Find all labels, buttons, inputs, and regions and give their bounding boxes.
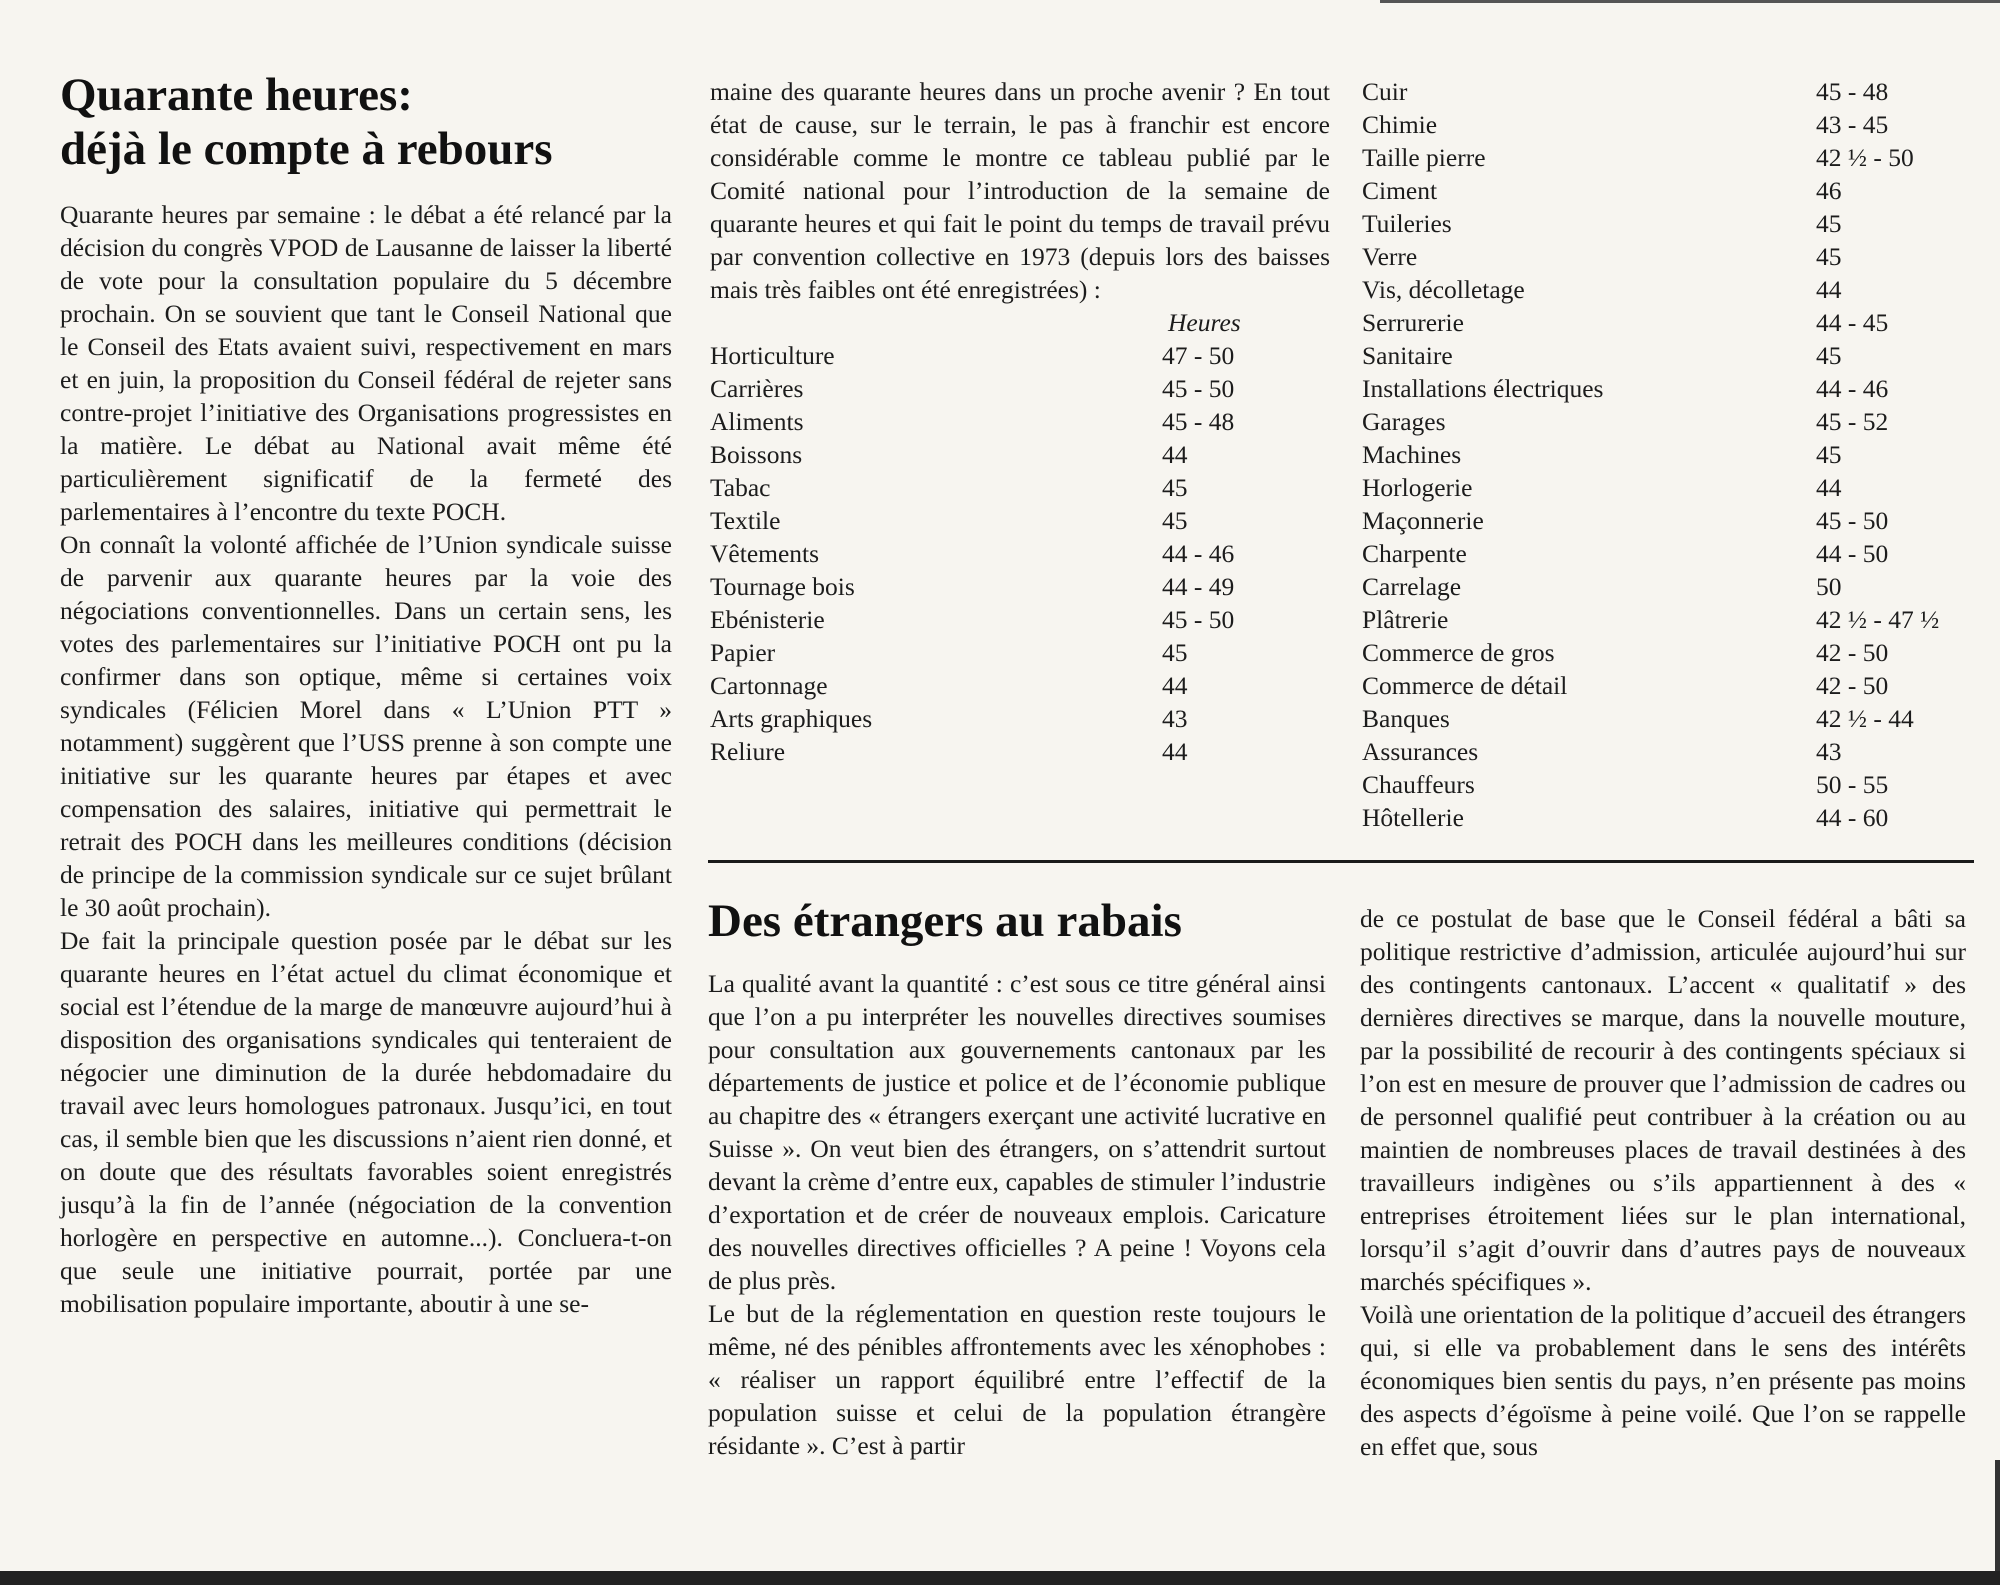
weekly-hours: 44 <box>1816 473 1842 502</box>
weekly-hours: 42 ½ - 47 ½ <box>1816 605 1940 634</box>
table-row <box>710 339 1330 372</box>
table-row <box>1362 273 1962 306</box>
industry-name: Arts graphiques <box>710 704 873 733</box>
industry-name: Machines <box>1362 440 1462 469</box>
table-row <box>710 471 1330 504</box>
table-row <box>1362 339 1962 372</box>
weekly-hours: 42 ½ - 50 <box>1816 143 1914 172</box>
table-row <box>710 702 1330 735</box>
industry-name: Assurances <box>1362 737 1479 766</box>
weekly-hours: 44 - 46 <box>1816 374 1889 403</box>
industry-name: Aliments <box>710 407 804 436</box>
weekly-hours: 44 - 50 <box>1816 539 1889 568</box>
industry-name: Ebénisterie <box>710 605 825 634</box>
table-row <box>1362 306 1962 339</box>
industry-name: Tabac <box>710 473 771 502</box>
weekly-hours: 45 - 48 <box>1162 407 1235 436</box>
page-edge-shadow <box>1995 1460 2000 1580</box>
weekly-hours: 44 - 45 <box>1816 308 1889 337</box>
industry-name: Sanitaire <box>1362 341 1453 370</box>
industry-name: Vêtements <box>710 539 820 568</box>
table-row <box>1362 636 1962 669</box>
weekly-hours: 44 - 60 <box>1816 803 1889 832</box>
industry-name: Garages <box>1362 407 1446 436</box>
industry-name: Papier <box>710 638 776 667</box>
hours-column-label: Heures <box>1168 308 1241 337</box>
weekly-hours: 45 <box>1816 440 1842 469</box>
industry-name: Reliure <box>710 737 786 766</box>
table-row <box>710 570 1330 603</box>
table-row <box>1362 768 1962 801</box>
article1-title-line2: déjà le compte à rebours <box>60 123 553 175</box>
table-row <box>1362 471 1962 504</box>
table-row <box>710 372 1330 405</box>
table-row <box>1362 174 1962 207</box>
page-bottom-edge <box>0 1571 2000 1585</box>
weekly-hours: 42 ½ - 44 <box>1816 704 1914 733</box>
hours-table-part1 <box>710 339 1330 768</box>
table-row <box>1362 372 1962 405</box>
table-row <box>710 405 1330 438</box>
industry-name: Horlogerie <box>1362 473 1473 502</box>
article1-column2 <box>710 75 1330 768</box>
weekly-hours: 43 <box>1816 737 1842 766</box>
table-row <box>1362 702 1962 735</box>
weekly-hours: 45 <box>1816 209 1842 238</box>
industry-name: Chimie <box>1362 110 1438 139</box>
weekly-hours: 44 <box>1162 737 1188 766</box>
industry-name: Maçonnerie <box>1362 506 1484 535</box>
article2-column1 <box>708 895 1326 1462</box>
article2-title: Des étrangers au rabais <box>708 895 1182 947</box>
table-row <box>1362 405 1962 438</box>
industry-name: Charpente <box>1362 539 1467 568</box>
industry-name: Commerce de détail <box>1362 671 1568 700</box>
weekly-hours: 45 - 50 <box>1162 605 1235 634</box>
table-row <box>710 438 1330 471</box>
table-row <box>1362 207 1962 240</box>
table-row <box>1362 570 1962 603</box>
weekly-hours: 46 <box>1816 176 1842 205</box>
industry-name: Horticulture <box>710 341 835 370</box>
table-row <box>710 636 1330 669</box>
article1-column1 <box>60 68 672 1320</box>
weekly-hours: 44 - 46 <box>1162 539 1235 568</box>
article1-title <box>60 68 672 176</box>
table-row <box>1362 75 1962 108</box>
industry-name: Vis, décolletage <box>1362 275 1525 304</box>
table-row <box>1362 141 1962 174</box>
top-rule <box>1380 0 2000 3</box>
weekly-hours: 44 <box>1162 440 1188 469</box>
weekly-hours: 42 - 50 <box>1816 671 1889 700</box>
article2-paragraph-1: La qualité avant la quantité : c’est sous ce titre général ainsi que l’on a pu interpréter les nouvelles directives soumises pour consultation aux gouvernements cantonaux par les départements de justice et police et de l’économie publique au chapitre des « étrangers exerçant une activité lucrative en Suisse ». On veut bien des étrangers, on s’attendrit surtout devant la crème d’entre eux, capables de stimuler l’industrie d’exportation et de créer de nouveaux emplois. Caricature des nouvelles directives officielles ? A peine ! Voyons cela de plus près. <box>708 969 1326 1295</box>
article1-column3 <box>1362 75 1962 834</box>
weekly-hours: 44 <box>1816 275 1842 304</box>
industry-name: Cartonnage <box>710 671 828 700</box>
table-row <box>1362 669 1962 702</box>
table-row <box>710 603 1330 636</box>
weekly-hours: 43 - 45 <box>1816 110 1889 139</box>
industry-name: Verre <box>1362 242 1418 271</box>
table-row <box>1362 537 1962 570</box>
article1-paragraph-2: On connaît la volonté affichée de l’Union syndicale suisse de parvenir aux quarante heures par la voie des négociations conventionnelles. Dans un certain sens, les votes des parlementaires sur l’initiative POCH ont pu la confirmer dans son optique, même si certaines voix syndicales (Félicien Morel dans « L’Union PTT » notamment) suggèrent que l’USS prenne à son compte une initiative sur les quarante heures par étapes et avec compensation des salaires, initiative qui permettrait le retrait des POCH dans les meilleures conditions (décision de principe de la commission syndicale sur ce sujet brûlant le 30 août prochain). <box>60 530 672 922</box>
weekly-hours: 42 - 50 <box>1816 638 1889 667</box>
industry-name: Taille pierre <box>1362 143 1486 172</box>
table-row <box>1362 108 1962 141</box>
article1-paragraph-4: maine des quarante heures dans un proche avenir ? En tout état de cause, sur le terrain, le pas à franchir est encore considérable comme le montre ce tableau publié par le Comité national pour l’introduction de la semaine de quarante heures et qui fait le point du temps de travail prévu par convention collective en 1973 (depuis lors des baisses mais très faibles ont été enregistrées) : <box>710 77 1330 304</box>
weekly-hours: 45 <box>1816 341 1842 370</box>
hours-table-part2 <box>1362 75 1962 834</box>
industry-name: Cuir <box>1362 77 1408 106</box>
weekly-hours: 45 - 50 <box>1816 506 1889 535</box>
weekly-hours: 45 <box>1162 638 1188 667</box>
industry-name: Tuileries <box>1362 209 1452 238</box>
table-row <box>1362 735 1962 768</box>
weekly-hours: 45 - 48 <box>1816 77 1889 106</box>
table-row <box>1362 603 1962 636</box>
weekly-hours: 45 - 52 <box>1816 407 1889 436</box>
table-row <box>710 735 1330 768</box>
article1-paragraph-1: Quarante heures par semaine : le débat a été relancé par la décision du congrès VPOD de Lausanne de laisser la liberté de vote pour la consultation populaire du 5 décembre prochain. On se souvient que tant le Conseil National que le Conseil des Etats avaient suivi, respectivement en mars et en juin, la proposition du Conseil fédéral de rejeter sans contre-projet l’initiative des Organisations progressistes en la matière. Le débat au National avait même été particulièrement significatif de la fermeté des parlementaires à l’encontre du texte POCH. <box>60 200 672 526</box>
article2-column2 <box>1360 902 1966 1463</box>
weekly-hours: 43 <box>1162 704 1188 733</box>
article2-paragraph-2: Le but de la réglementation en question reste toujours le même, né des pénibles affrontements avec les xénophobes : « réaliser un rapport équilibré entre l’effectif de la population suisse et celui de la population étrangère résidante ». C’est à partir <box>708 1299 1326 1460</box>
table-row <box>1362 504 1962 537</box>
table-row <box>710 504 1330 537</box>
weekly-hours: 50 <box>1816 572 1842 601</box>
industry-name: Chauffeurs <box>1362 770 1475 799</box>
industry-name: Boissons <box>710 440 803 469</box>
industry-name: Commerce de gros <box>1362 638 1555 667</box>
table-row <box>710 669 1330 702</box>
article-divider <box>708 860 1974 863</box>
article1-title-line1: Quarante heures: <box>60 69 413 121</box>
table-row <box>710 537 1330 570</box>
industry-name: Plâtrerie <box>1362 605 1449 634</box>
weekly-hours: 44 - 49 <box>1162 572 1235 601</box>
article2-paragraph-4: Voilà une orientation de la politique d’accueil des étrangers qui, si elle va probablement dans le sens des intérêts économiques bien sentis du pays, n’en présente pas moins des aspects d’égoïsme à peine voilé. Que l’on se rappelle en effet que, sous <box>1360 1300 1966 1461</box>
weekly-hours: 45 <box>1162 506 1188 535</box>
weekly-hours: 45 <box>1162 473 1188 502</box>
weekly-hours: 44 <box>1162 671 1188 700</box>
table-row <box>1362 801 1962 834</box>
table-row <box>1362 438 1962 471</box>
article1-paragraph-3: De fait la principale question posée par le débat sur les quarante heures en l’état actuel du climat économique et social est l’étendue de la marge de manœuvre aujourd’hui à disposition des organisations syndicales qui tenteraient de négocier une diminution de la durée hebdomadaire du travail avec leurs homologues patronaux. Jusqu’ici, en tout cas, il semble bien que les discussions n’aient rien donné, et on doute que des résultats favorables soient enregistrés jusqu’à la fin de l’année (négociation de la convention horlogère en perspective en automne...). Concluera-t-on que seule une initiative pourrait, portée par une mobilisation populaire importante, aboutir à une se- <box>60 926 672 1318</box>
table-row <box>1362 240 1962 273</box>
industry-name: Banques <box>1362 704 1450 733</box>
industry-name: Installations électriques <box>1362 374 1604 403</box>
weekly-hours: 45 - 50 <box>1162 374 1235 403</box>
weekly-hours: 47 - 50 <box>1162 341 1235 370</box>
industry-name: Ciment <box>1362 176 1438 205</box>
industry-name: Carrières <box>710 374 804 403</box>
industry-name: Tournage bois <box>710 572 855 601</box>
industry-name: Textile <box>710 506 781 535</box>
industry-name: Hôtellerie <box>1362 803 1464 832</box>
weekly-hours: 50 - 55 <box>1816 770 1889 799</box>
industry-name: Serrurerie <box>1362 308 1464 337</box>
article2-paragraph-3: de ce postulat de base que le Conseil fédéral a bâti sa politique restrictive d’admission, articulée aujourd’hui sur des contingents cantonaux. L’accent « qualitatif » des dernières directives se marque, dans la nouvelle mouture, par la possibilité de recourir à des contingents spéciaux si l’on est en mesure de prouver que l’admission de cadres ou de personnel qualifié peut contribuer à la création ou au maintien de nombreuses places de travail destinées à des travailleurs indigènes ou s’ils appartiennent à des « entreprises étroitement liées sur le plan international, lorsqu’il s’agit d’ouvrir dans d’autres pays de nouveaux marchés spécifiques ». <box>1360 904 1966 1296</box>
industry-name: Carrelage <box>1362 572 1462 601</box>
weekly-hours: 45 <box>1816 242 1842 271</box>
